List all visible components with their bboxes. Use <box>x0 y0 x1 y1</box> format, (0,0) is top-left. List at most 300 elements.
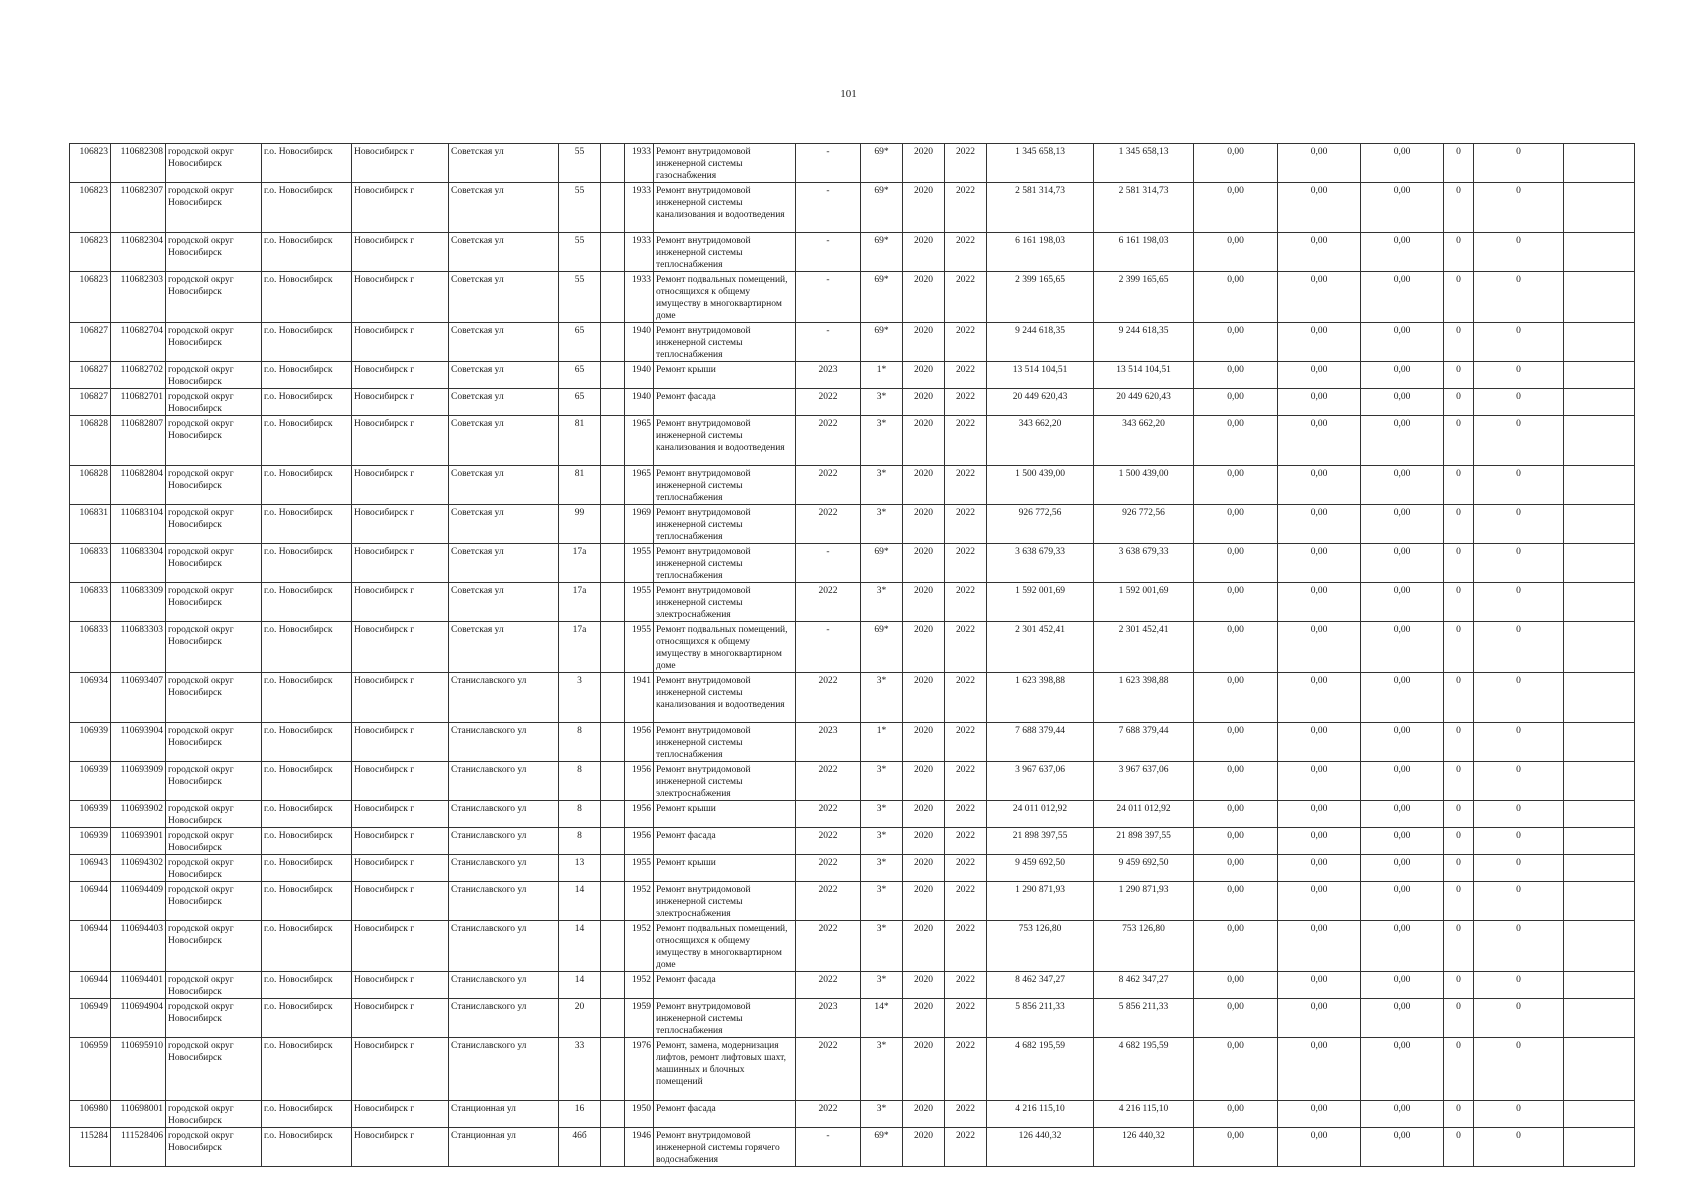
budget-3-cell <box>1361 882 1444 921</box>
year-built-cell-text: 1955 <box>632 547 651 557</box>
fund-cost-cell <box>1094 583 1194 622</box>
count-1-cell-text: 0 <box>1456 831 1461 841</box>
street-cell-text: Советская ул <box>451 469 504 479</box>
district-cell <box>262 544 352 583</box>
last-repair-year-cell <box>796 622 861 673</box>
budget-1-cell <box>1194 505 1278 544</box>
count-2-cell <box>1474 762 1564 801</box>
house-number-cell <box>559 1038 601 1101</box>
record-id-cell-text: 110693904 <box>120 726 163 736</box>
plan-start-year-cell-text: 2020 <box>914 1041 933 1051</box>
work-type-cell <box>654 183 796 233</box>
year-built-cell <box>625 323 654 362</box>
plan-start-year-cell <box>903 233 945 272</box>
fund-cost-cell <box>1094 544 1194 583</box>
plan-end-year-cell <box>945 723 987 762</box>
table-row <box>70 544 1635 583</box>
count-2-cell-text: 0 <box>1516 275 1521 285</box>
total-cost-cell-text: 126 440,32 <box>1018 1131 1062 1141</box>
count-1-cell <box>1444 272 1474 323</box>
record-id-cell-text: 110693909 <box>120 765 163 775</box>
budget-2-cell-text: 0,00 <box>1310 885 1328 895</box>
plan-end-year-cell <box>945 1128 987 1167</box>
street-cell-text: Советская ул <box>451 186 504 196</box>
budget-3-cell-text: 0,00 <box>1393 365 1411 375</box>
work-type-cell-text: Ремонт подвальных помещений, относящихся к общему имуществу в многоквартирном доме <box>656 625 788 671</box>
object-code-cell-text: 106939 <box>79 765 108 775</box>
budget-2-cell <box>1278 673 1361 723</box>
plan-end-year-cell-text: 2022 <box>956 586 975 596</box>
total-cost-cell-text: 6 161 198,03 <box>1015 236 1065 246</box>
budget-2-cell-text: 0,00 <box>1310 676 1328 686</box>
budget-1-cell <box>1194 1101 1278 1128</box>
record-id-cell-text: 110694904 <box>120 1002 163 1012</box>
house-letter-cell <box>601 723 625 762</box>
count-1-cell-text: 0 <box>1456 1131 1461 1141</box>
house-number-cell <box>559 583 601 622</box>
total-cost-cell-text: 4 216 115,10 <box>1015 1104 1065 1114</box>
year-built-cell-text: 1959 <box>632 1002 651 1012</box>
city-cell-text: Новосибирск г <box>354 975 415 985</box>
municipality-cell <box>166 828 262 855</box>
object-code-cell-text: 106980 <box>79 1104 108 1114</box>
note-cell <box>1564 622 1635 673</box>
city-cell <box>352 1038 449 1101</box>
year-built-cell <box>625 1038 654 1101</box>
budget-2-cell-text: 0,00 <box>1310 275 1328 285</box>
municipality-cell <box>166 723 262 762</box>
note-cell <box>1564 505 1635 544</box>
table-row <box>70 362 1635 389</box>
record-id-cell <box>111 323 166 362</box>
budget-3-cell-text: 0,00 <box>1393 1002 1411 1012</box>
district-cell-text: г.о. Новосибирск <box>264 726 333 736</box>
plan-start-year-cell-text: 2020 <box>914 275 933 285</box>
count-2-cell-text: 0 <box>1516 804 1521 814</box>
budget-1-cell-text: 0,00 <box>1227 1041 1244 1051</box>
budget-1-cell <box>1194 144 1278 183</box>
city-cell <box>352 362 449 389</box>
plan-start-year-cell-text: 2020 <box>914 419 933 429</box>
budget-3-cell <box>1361 272 1444 323</box>
budget-1-cell <box>1194 972 1278 999</box>
last-repair-year-cell <box>796 323 861 362</box>
object-code-cell <box>70 183 111 233</box>
house-letter-cell <box>601 416 625 466</box>
district-cell-text: г.о. Новосибирск <box>264 1104 333 1114</box>
plan-end-year-cell-text: 2022 <box>956 924 975 934</box>
budget-1-cell <box>1194 828 1278 855</box>
house-number-cell <box>559 505 601 544</box>
note-cell <box>1564 272 1635 323</box>
count-2-cell <box>1474 972 1564 999</box>
priority-cell-text: 69* <box>874 1131 889 1141</box>
district-cell <box>262 1038 352 1101</box>
plan-start-year-cell-text: 2020 <box>914 975 933 985</box>
last-repair-year-cell-text: 2022 <box>818 924 838 934</box>
object-code-cell-text: 106827 <box>79 326 108 336</box>
street-cell <box>449 144 559 183</box>
budget-2-cell <box>1278 362 1361 389</box>
count-1-cell <box>1444 233 1474 272</box>
count-2-cell-text: 0 <box>1516 586 1521 596</box>
plan-start-year-cell-text: 2020 <box>914 1104 933 1114</box>
count-2-cell <box>1474 622 1564 673</box>
object-code-cell <box>70 583 111 622</box>
district-cell-text: г.о. Новосибирск <box>264 469 333 479</box>
total-cost-cell <box>987 144 1094 183</box>
budget-3-cell <box>1361 999 1444 1038</box>
house-letter-cell <box>601 233 625 272</box>
district-cell-text: г.о. Новосибирск <box>264 326 333 336</box>
record-id-cell-text: 110693902 <box>120 804 163 814</box>
district-cell-text: г.о. Новосибирск <box>264 419 333 429</box>
budget-2-cell <box>1278 1128 1361 1167</box>
table-row <box>70 999 1635 1038</box>
count-2-cell <box>1474 673 1564 723</box>
record-id-cell <box>111 762 166 801</box>
city-cell <box>352 233 449 272</box>
total-cost-cell <box>987 416 1094 466</box>
priority-cell-text: 3* <box>876 858 887 868</box>
total-cost-cell-text: 2 399 165,65 <box>1015 275 1065 285</box>
budget-1-cell-text: 0,00 <box>1227 147 1244 157</box>
total-cost-cell <box>987 921 1094 972</box>
object-code-cell-text: 106939 <box>79 726 108 736</box>
priority-cell <box>861 882 903 921</box>
budget-2-cell-text: 0,00 <box>1310 419 1328 429</box>
priority-cell <box>861 1101 903 1128</box>
priority-cell-text: 1* <box>876 365 887 375</box>
house-number-cell <box>559 272 601 323</box>
budget-1-cell-text: 0,00 <box>1227 1104 1244 1114</box>
city-cell <box>352 416 449 466</box>
municipality-cell-text: городской округ Новосибирск <box>168 586 234 608</box>
budget-2-cell-text: 0,00 <box>1310 586 1328 596</box>
street-cell-text: Советская ул <box>451 625 504 635</box>
house-letter-cell <box>601 144 625 183</box>
plan-end-year-cell-text: 2022 <box>956 765 975 775</box>
fund-cost-cell-text: 4 216 115,10 <box>1118 1104 1169 1114</box>
budget-1-cell-text: 0,00 <box>1227 975 1244 985</box>
year-built-cell <box>625 583 654 622</box>
last-repair-year-cell-text: 2022 <box>818 469 838 479</box>
note-cell <box>1564 362 1635 389</box>
count-1-cell-text: 0 <box>1456 419 1461 429</box>
street-cell <box>449 723 559 762</box>
district-cell <box>262 999 352 1038</box>
object-code-cell-text: 106944 <box>79 975 108 985</box>
house-number-cell <box>559 416 601 466</box>
last-repair-year-cell <box>796 972 861 999</box>
plan-start-year-cell <box>903 921 945 972</box>
city-cell <box>352 144 449 183</box>
municipality-cell <box>166 233 262 272</box>
street-cell <box>449 828 559 855</box>
total-cost-cell-text: 7 688 379,44 <box>1015 726 1065 736</box>
total-cost-cell-text: 1 592 001,69 <box>1015 586 1065 596</box>
year-built-cell <box>625 389 654 416</box>
municipality-cell-text: городской округ Новосибирск <box>168 975 234 997</box>
last-repair-year-cell-text: - <box>826 236 830 246</box>
budget-3-cell-text: 0,00 <box>1393 508 1411 518</box>
total-cost-cell-text: 926 772,56 <box>1018 508 1062 518</box>
count-1-cell-text: 0 <box>1456 326 1461 336</box>
plan-end-year-cell-text: 2022 <box>956 365 975 375</box>
note-cell <box>1564 882 1635 921</box>
total-cost-cell-text: 13 514 104,51 <box>1012 365 1068 375</box>
budget-3-cell <box>1361 723 1444 762</box>
total-cost-cell <box>987 882 1094 921</box>
fund-cost-cell-text: 3 967 637,06 <box>1118 765 1169 775</box>
count-1-cell <box>1444 622 1474 673</box>
year-built-cell-text: 1969 <box>632 508 651 518</box>
fund-cost-cell-text: 9 244 618,35 <box>1118 326 1169 336</box>
district-cell <box>262 882 352 921</box>
total-cost-cell <box>987 723 1094 762</box>
total-cost-cell-text: 5 856 211,33 <box>1015 1002 1065 1012</box>
object-code-cell <box>70 505 111 544</box>
municipality-cell-text: городской округ Новосибирск <box>168 885 234 907</box>
city-cell <box>352 921 449 972</box>
budget-2-cell <box>1278 544 1361 583</box>
budget-1-cell <box>1194 855 1278 882</box>
total-cost-cell-text: 1 345 658,13 <box>1015 147 1065 157</box>
total-cost-cell <box>987 389 1094 416</box>
object-code-cell-text: 106823 <box>79 275 108 285</box>
municipality-cell <box>166 144 262 183</box>
total-cost-cell-text: 8 462 347,27 <box>1015 975 1065 985</box>
street-cell-text: Станиславского ул <box>451 885 527 895</box>
priority-cell <box>861 272 903 323</box>
total-cost-cell <box>987 272 1094 323</box>
count-1-cell-text: 0 <box>1456 586 1461 596</box>
plan-start-year-cell-text: 2020 <box>914 469 933 479</box>
table-body <box>70 144 1635 1167</box>
last-repair-year-cell-text: 2022 <box>818 975 838 985</box>
total-cost-cell-text: 343 662,20 <box>1018 419 1062 429</box>
work-type-cell-text: Ремонт подвальных помещений, относящихся к общему имуществу в многоквартирном доме <box>656 275 788 321</box>
budget-1-cell-text: 0,00 <box>1227 765 1244 775</box>
house-number-cell-text: 65 <box>574 392 585 402</box>
total-cost-cell <box>987 1128 1094 1167</box>
municipality-cell <box>166 416 262 466</box>
priority-cell <box>861 583 903 622</box>
note-cell <box>1564 1128 1635 1167</box>
work-type-cell <box>654 233 796 272</box>
house-number-cell-text: 99 <box>574 508 585 518</box>
city-cell-text: Новосибирск г <box>354 147 415 157</box>
budget-2-cell-text: 0,00 <box>1310 186 1328 196</box>
street-cell-text: Станиславского ул <box>451 975 527 985</box>
object-code-cell <box>70 855 111 882</box>
house-number-cell-text: 8 <box>577 726 582 736</box>
city-cell <box>352 855 449 882</box>
year-built-cell <box>625 1128 654 1167</box>
street-cell-text: Станиславского ул <box>451 765 527 775</box>
year-built-cell-text: 1965 <box>632 469 651 479</box>
budget-2-cell <box>1278 323 1361 362</box>
house-number-cell-text: 55 <box>574 186 585 196</box>
budget-3-cell <box>1361 921 1444 972</box>
count-1-cell-text: 0 <box>1456 924 1461 934</box>
budget-2-cell-text: 0,00 <box>1310 326 1328 336</box>
work-type-cell <box>654 828 796 855</box>
fund-cost-cell <box>1094 183 1194 233</box>
plan-end-year-cell-text: 2022 <box>956 236 975 246</box>
work-type-cell-text: Ремонт, замена, модернизация лифтов, ремонт лифтовых шахт, машинных и блочных помещений <box>656 1041 786 1087</box>
house-number-cell-text: 14 <box>574 924 585 934</box>
last-repair-year-cell-text: 2023 <box>818 365 838 375</box>
object-code-cell <box>70 1128 111 1167</box>
house-number-cell-text: 65 <box>574 365 585 375</box>
last-repair-year-cell-text: - <box>826 547 830 557</box>
budget-1-cell <box>1194 622 1278 673</box>
fund-cost-cell <box>1094 1038 1194 1101</box>
fund-cost-cell <box>1094 1128 1194 1167</box>
street-cell <box>449 183 559 233</box>
house-number-cell-text: 16 <box>574 1104 585 1114</box>
count-2-cell-text: 0 <box>1516 147 1521 157</box>
budget-1-cell <box>1194 389 1278 416</box>
year-built-cell <box>625 544 654 583</box>
count-2-cell-text: 0 <box>1516 186 1521 196</box>
house-number-cell-text: 8 <box>577 804 582 814</box>
count-2-cell-text: 0 <box>1516 547 1521 557</box>
district-cell-text: г.о. Новосибирск <box>264 236 333 246</box>
priority-cell-text: 69* <box>874 147 889 157</box>
priority-cell-text: 3* <box>876 831 887 841</box>
year-built-cell <box>625 882 654 921</box>
priority-cell <box>861 505 903 544</box>
table-row <box>70 972 1635 999</box>
plan-start-year-cell <box>903 762 945 801</box>
budget-2-cell-text: 0,00 <box>1310 547 1328 557</box>
plan-end-year-cell-text: 2022 <box>956 1104 975 1114</box>
year-built-cell-text: 1946 <box>632 1131 651 1141</box>
house-letter-cell <box>601 762 625 801</box>
work-type-cell <box>654 801 796 828</box>
count-1-cell <box>1444 1038 1474 1101</box>
budget-3-cell-text: 0,00 <box>1393 804 1411 814</box>
count-2-cell <box>1474 855 1564 882</box>
total-cost-cell-text: 1 500 439,00 <box>1015 469 1065 479</box>
work-type-cell <box>654 416 796 466</box>
city-cell-text: Новосибирск г <box>354 547 415 557</box>
street-cell-text: Станиславского ул <box>451 1002 527 1012</box>
budget-3-cell-text: 0,00 <box>1393 147 1411 157</box>
record-id-cell-text: 110694403 <box>120 924 163 934</box>
work-type-cell <box>654 999 796 1038</box>
district-cell-text: г.о. Новосибирск <box>264 392 333 402</box>
last-repair-year-cell-text: 2022 <box>818 1104 838 1114</box>
fund-cost-cell-text: 9 459 692,50 <box>1118 858 1169 868</box>
budget-2-cell-text: 0,00 <box>1310 392 1328 402</box>
municipality-cell-text: городской округ Новосибирск <box>168 508 234 530</box>
plan-end-year-cell <box>945 389 987 416</box>
object-code-cell <box>70 622 111 673</box>
count-2-cell <box>1474 416 1564 466</box>
count-2-cell <box>1474 1128 1564 1167</box>
plan-end-year-cell <box>945 882 987 921</box>
count-2-cell <box>1474 1038 1564 1101</box>
count-1-cell <box>1444 723 1474 762</box>
record-id-cell <box>111 362 166 389</box>
city-cell-text: Новосибирск г <box>354 1002 415 1012</box>
budget-3-cell-text: 0,00 <box>1393 1131 1411 1141</box>
budget-2-cell <box>1278 416 1361 466</box>
house-letter-cell <box>601 466 625 505</box>
house-letter-cell <box>601 1038 625 1101</box>
plan-start-year-cell-text: 2020 <box>914 804 933 814</box>
year-built-cell <box>625 272 654 323</box>
budget-1-cell-text: 0,00 <box>1227 547 1244 557</box>
plan-end-year-cell-text: 2022 <box>956 508 975 518</box>
work-type-cell-text: Ремонт подвальных помещений, относящихся к общему имуществу в многоквартирном доме <box>656 924 788 970</box>
last-repair-year-cell <box>796 466 861 505</box>
budget-2-cell <box>1278 972 1361 999</box>
work-type-cell-text: Ремонт внутридомовой инженерной системы теплоснабжения <box>656 469 751 503</box>
municipality-cell <box>166 622 262 673</box>
record-id-cell <box>111 233 166 272</box>
table-row <box>70 416 1635 466</box>
year-built-cell-text: 1933 <box>632 275 651 285</box>
record-id-cell-text: 110693901 <box>120 831 163 841</box>
last-repair-year-cell <box>796 1038 861 1101</box>
city-cell <box>352 762 449 801</box>
priority-cell <box>861 855 903 882</box>
count-1-cell <box>1444 921 1474 972</box>
district-cell-text: г.о. Новосибирск <box>264 586 333 596</box>
work-type-cell-text: Ремонт крыши <box>656 804 716 814</box>
fund-cost-cell <box>1094 622 1194 673</box>
plan-end-year-cell <box>945 855 987 882</box>
object-code-cell-text: 106833 <box>79 586 108 596</box>
budget-2-cell-text: 0,00 <box>1310 1041 1328 1051</box>
priority-cell-text: 3* <box>876 765 887 775</box>
object-code-cell <box>70 272 111 323</box>
plan-start-year-cell <box>903 544 945 583</box>
object-code-cell-text: 106939 <box>79 804 108 814</box>
budget-1-cell-text: 0,00 <box>1227 924 1244 934</box>
table-row <box>70 882 1635 921</box>
object-code-cell <box>70 233 111 272</box>
budget-2-cell-text: 0,00 <box>1310 1002 1328 1012</box>
budget-3-cell <box>1361 505 1444 544</box>
fund-cost-cell <box>1094 389 1194 416</box>
object-code-cell-text: 106823 <box>79 147 108 157</box>
municipality-cell-text: городской округ Новосибирск <box>168 625 234 647</box>
plan-start-year-cell-text: 2020 <box>914 858 933 868</box>
last-repair-year-cell <box>796 1101 861 1128</box>
plan-start-year-cell-text: 2020 <box>914 625 933 635</box>
count-2-cell <box>1474 272 1564 323</box>
plan-start-year-cell <box>903 622 945 673</box>
house-number-cell <box>559 972 601 999</box>
note-cell <box>1564 673 1635 723</box>
count-1-cell <box>1444 505 1474 544</box>
object-code-cell <box>70 972 111 999</box>
last-repair-year-cell-text: - <box>826 186 830 196</box>
work-type-cell <box>654 323 796 362</box>
municipality-cell-text: городской округ Новосибирск <box>168 275 234 297</box>
object-code-cell-text: 106939 <box>79 831 108 841</box>
district-cell-text: г.о. Новосибирск <box>264 858 333 868</box>
last-repair-year-cell <box>796 416 861 466</box>
priority-cell <box>861 466 903 505</box>
street-cell <box>449 999 559 1038</box>
work-type-cell-text: Ремонт фасада <box>656 1104 716 1114</box>
